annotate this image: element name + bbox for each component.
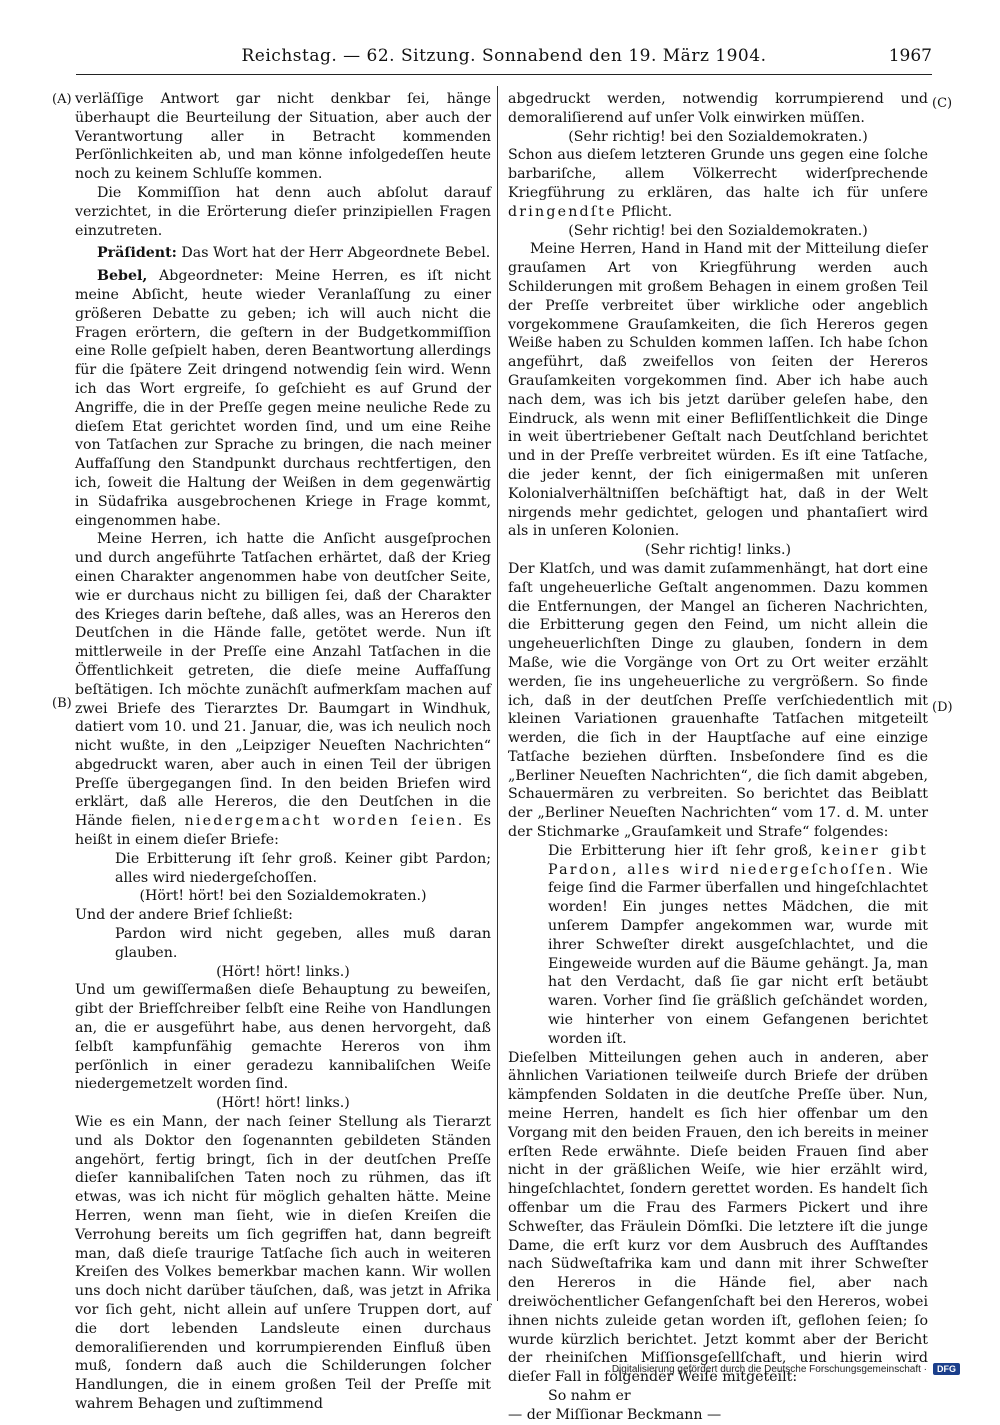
quote — [548, 842, 928, 1049]
quote-text: Die Erbitterung hier iſt ſehr groß, — [548, 842, 821, 859]
quote: — der Miſſionar Beckmann — — [508, 1406, 722, 1423]
margin-marker-d: (D) — [932, 700, 953, 715]
quote: Die Erbitterung iſt ſehr groß. Keiner gibt Pardon; alles wird niedergeſchoſſen. — [115, 850, 491, 886]
paragraph: abgedruckt werden, notwendig korrumpierend und demoraliſierend auf unſer Volk einwirken müſſen. — [508, 91, 928, 126]
paragraph: Meine Herren, Hand in Hand mit der Mitteilung dieſer grauſamen Art von Kriegführung werden auch Schilderungen mit großem Behagen in einem großen Teil der Preſſe verbreitet über wirkliche oder angeblich vorgekommene Grauſamkeiten, die ſich Hereros gegen Weiße haben zu Schulden kommen laſſen. Ich habe ſchon angeführt, daß zweifellos von ſeiten der Hereros Grauſamkeiten vorgekommen ſind. Aber ich habe auch nach dem, was ich bis jetzt darüber geleſen habe, den Eindruck, als wenn mit einer Befliſſentlichkeit die Dinge in weit übertriebener Geſtalt nach Deutſchland berichtet und in der Preſſe verbreitet würden. Es iſt eine Tatſache, die jeder kennt, der ſich einigermaßen mit unſeren Kolonialverhältniſſen beſchäftigt hat, daß in der Welt nirgends mehr gedichtet, gelogen und phantaſiert wird als in unſeren Kolonien. — [508, 241, 928, 540]
emphasis-text: niedergemacht worden ſeien. — [184, 813, 465, 830]
paragraph-text: Das Wort hat der Herr Abgeordnete Bebel. — [176, 245, 491, 262]
paragraph — [75, 244, 491, 263]
footer-text: Digitalisierung gefördert durch die Deutsche Forschungsgemeinschaft · — [611, 1363, 927, 1375]
speaker-name: Präſident: — [97, 245, 177, 262]
paragraph-text: Meine Herren, ich hatte die Anſicht ausgeſprochen und durch angeführte Tatſachen erhärtet, daß der Krieg einen Charakter angenommen habe von deutſcher Seite, wie er durchaus nicht zu billigen ſei, daß der Charakter des Krieges darin beſtehe, daß alles, was an Hereros den Deutſchen in die Hände falle, getötet werde. Nun iſt mittlerweile in der Preſſe eine Anzahl Tatſachen in die Öffentlichkeit getreten, die dieſe meine Auffaſſung beſtätigen. Ich möchte zunächſt aufmerkſam machen auf zwei Briefe des Tierarztes Dr. Baumgart in Windhuk, datiert vom 10. und 21. Januar, die, was ich neulich noch nicht wußte, in den „Leipziger Neueſten Nachrichten“ abgedruckt waren, aber auch in einen Teil der übrigen Preſſe übergegangen ſind. In den beiden Briefen wird erklärt, daß alle Hereros, die den Deutſchen in die Hände fielen, — [75, 531, 491, 830]
interjection: (Hört! hört! links.) — [216, 963, 350, 980]
emphasis-text: keiner gibt Pardon, alles wird niedergeſchoſſen. — [548, 842, 928, 878]
paragraph: Die Kommiſſion hat denn auch abſolut darauf verzichtet, in die Erörterung dieſer prinzipiellen Fragen einzutreten. — [75, 184, 491, 239]
paragraph: verläſſige Antwort gar nicht denkbar ſei, hänge überhaupt die Beurteilung der Situation, aber auch der Verantwortung aller in Betracht kommenden Perſönlichkeiten ab, und man könne infolgedeſſen heute noch zu keinem Schluſſe kommen. — [75, 91, 491, 183]
paragraph — [508, 146, 928, 221]
paragraph-text: Pflicht. — [616, 203, 673, 220]
paragraph-text: Abgeordneter: Meine Herren, es iſt nicht meine Abſicht, heute wieder Veranlaſſung zu einer größeren Debatte zu geben; ich will auch nicht die Fragen erörtern, die geſtern in der Budgetkommiſſion eine Rolle geſpielt haben, deren Beantwortung allerdings für die ſpätere Zeit dringend notwendig ſein wird. Wenn ich das Wort ergreife, ſo geſchieht es auf Grund der Angriffe, die in der Preſſe gegen meine neuliche Rede zu dieſem Etat gerichtet worden ſind, und um eine Reihe von Tatſachen zur Sprache zu bringen, die nach meiner Auffaſſung den Standpunkt durchaus rechtfertigen, den ich, ſoweit die Haltung der Weißen in dem gegenwärtig in Südafrika ausgebrochenen Kriege in Frage kommt, eingenommen habe. — [75, 268, 491, 529]
paragraph: Der Klatſch, und was damit zuſammenhängt, hat dort eine faſt ungeheuerliche Geſtalt angenommen. Dazu kommen die Entfernungen, der Mangel an ſicheren Nachrichten, die Erbitterung gegen den Feind, um nicht allein die ungeheuerlichſten Dinge zu glauben, ſondern in dem Maße, wie die Vorgänge von Ort zu Ort weiter erzählt werden, ſie ins ungeheuerliche zu vergrößern. So finde ich, daß in der deutſchen Preſſe verſchiedentlich mit kleinen Variationen grauenhafte Tatſachen mitgeteilt werden, die ſich in der Hauptſache auf eine einzige Tatſache beziehen dürften. Insbeſondere ſind es die „Berliner Neueſten Nachrichten“, die ſich damit abgeben, Schauermären zu verbreiten. So berichtet das Beiblatt der „Berliner Neueſten Nachrichten“ vom 17. d. M. unter der Stichmarke „Grauſamkeit und Strafe“ folgendes: — [508, 560, 928, 841]
speaker-name: Bebel, — [97, 268, 148, 285]
paragraph-text: Schon aus dieſem letzteren Grunde uns gegen eine ſolche barbariſche, allem Völkerrecht widerſprechende Kriegführung zu erklären, das halte ich für unſere — [508, 147, 928, 201]
interjection: (Sehr richtig! bei den Sozialdemokraten.) — [568, 222, 868, 239]
paragraph: Und der andere Brief ſchließt: — [75, 907, 293, 924]
left-column — [75, 90, 491, 1414]
margin-marker-a: (A) — [52, 92, 72, 107]
column-divider — [497, 86, 498, 1301]
margin-marker-b: (B) — [52, 696, 72, 711]
interjection: (Hört! hört! links.) — [216, 1095, 350, 1112]
emphasis-text: dringendſte — [508, 203, 617, 220]
paragraph — [75, 267, 491, 530]
page-number: 1967 — [888, 46, 932, 66]
paragraph: Wie es ein Mann, der nach ſeiner Stellung als Tierarzt und als Doktor den ſogenannten gebildeten Ständen angehört, fertig bringt, ſich in der deutſchen Preſſe dieſer kannibaliſchen Taten noch zu rühmen, das iſt etwas, was ich nicht für möglich gehalten hätte. Meine Herren, wenn man ſieht, wie in dieſen Kreiſen die Verrohung bereits um ſich gegriffen hat, dann begreift man, daß dieſe traurige Tatſache ſich auch in weiteren Kreiſen des Volkes bemerkbar machen kann. Wir wollen uns doch nicht darüber täuſchen, daß, was jetzt in Afrika vor ſich geht, nicht allein auf unſere Truppen dort, auf die dort lebenden Landsleute einen durchaus demoraliſierenden und korrumpierenden Einfluß üben muß, ſondern daß auch die Schilderungen ſolcher Handlungen, die in einem großen Teil der Preſſe mit wahrem Behagen und zuſtimmend — [75, 1114, 491, 1412]
interjection: (Sehr richtig! links.) — [644, 542, 792, 559]
paragraph — [75, 530, 491, 850]
paragraph: Und um gewiſſermaßen dieſe Behauptung zu beweiſen, gibt der Briefſchreiber ſelbſt eine Reihe von Handlungen an, die er ausgeführt habe, aus denen hervorgeht, daß ſelbſt kampfunfähig gemachte Hereros von ihm perſönlich in einer geradezu kannibaliſchen Weiſe niedergemetzelt worden ſind. — [75, 982, 491, 1093]
interjection: (Sehr richtig! bei den Sozialdemokraten.) — [568, 128, 868, 145]
header-rule — [76, 74, 932, 75]
header-title: Reichstag. — 62. Sitzung. Sonnabend den 19. März 1904. — [241, 46, 767, 66]
quote: Pardon wird nicht gegeben, alles muß daran glauben. — [115, 926, 491, 961]
footer — [612, 1363, 960, 1375]
page-header — [76, 46, 932, 74]
margin-marker-c: (C) — [932, 96, 953, 111]
quote: So nahm er — [548, 1387, 631, 1404]
dfg-logo: DFG — [933, 1363, 960, 1375]
quote-text: Wie feige ſind die Farmer überfallen und hingeſchlachtet worden! Ein junges nettes Mädchen, die mit unſerem Dampfer angekommen war, wurde mit ihrer Schweſter direkt ausgeſchlachtet, und die Eingeweide wurden auf die Bäume gehängt. Ja, man hat den Verdacht, daß ſie gar nicht erſt betäubt waren. Vorher ſind ſie gräßlich geſchändet worden, wie hinterher von einem Gefangenen berichtet worden iſt. — [548, 861, 928, 1047]
right-column — [508, 90, 928, 1425]
interjection: (Hört! hört! bei den Sozialdemokraten.) — [139, 888, 427, 905]
paragraph-text: Es heißt in einem dieſer Briefe: — [75, 813, 492, 849]
paragraph: Dieſelben Mitteilungen gehen auch in anderen, aber ähnlichen Variationen teilweiſe durch Briefe der drüben kämpfenden Soldaten in die deutſche Preſſe über. Nun, meine Herren, handelt es ſich hier offenbar um den Vorgang mit den beiden Frauen, den ich bereits in meiner erſten Rede erwähnte. Dieſe beiden Frauen ſind aber nicht in der gräßlichen Weiſe, wie hier erzählt wird, hingeſchlachtet, ſondern gerettet worden. Es handelt ſich offenbar um die Frau des Farmers Pickert und ihre Schweſter, das Fräulein Dömſki. Die letztere iſt die junge Dame, die erſt kurz vor dem Ausbruch des Aufſtandes nach Südweſtafrika kam und dann mit ihrer Schweſter den Hereros in die Hände fiel, aber nach dreiwöchentlicher Gefangenſchaft bei den Hereros, wobei ihnen nichts zuleide getan worden iſt, geflohen ſeien; ſo wurde kürzlich berichtet. Jetzt kommt aber der Bericht der rheiniſchen Miſſionsgeſellſchaft, und hierin wird dieſer Fall in folgender Weiſe mitgeteilt: — [508, 1049, 928, 1386]
